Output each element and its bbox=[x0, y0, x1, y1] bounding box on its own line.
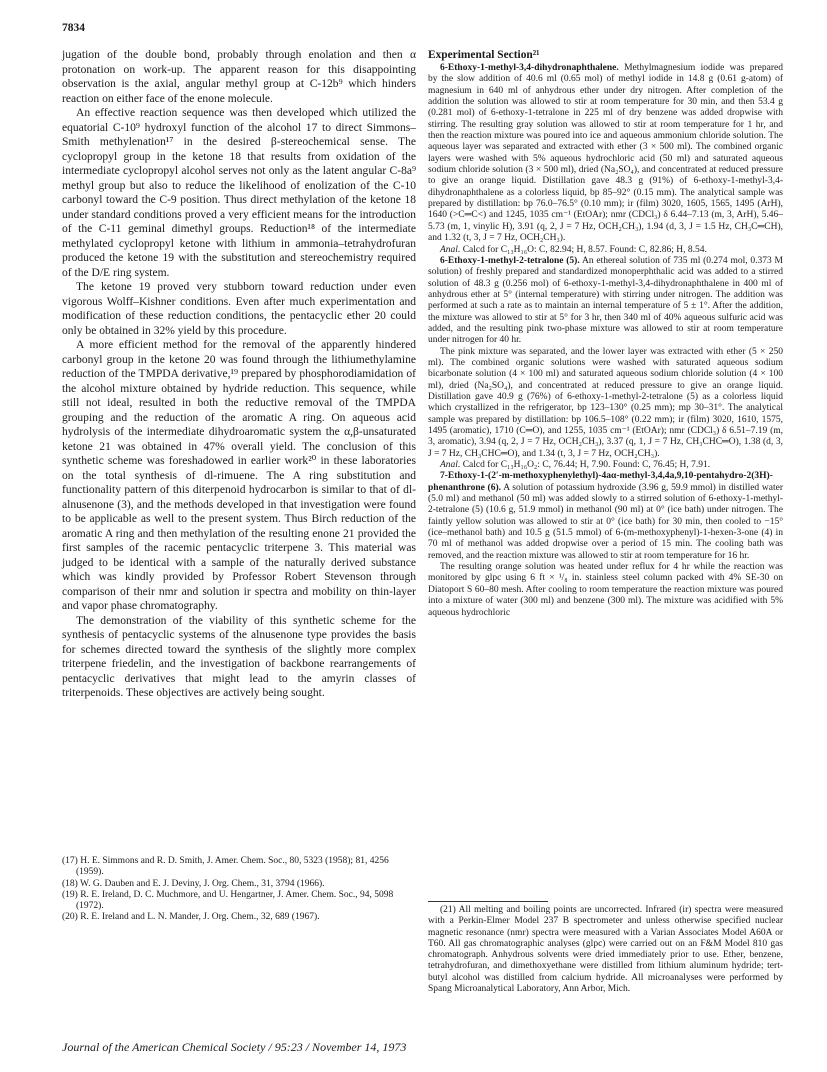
left-column bbox=[62, 48, 416, 701]
analysis-text: Calcd for C₁₃H₁₆O₂: C, 76.44; H, 7.90. Found: C, 76.45; H, 7.91. bbox=[462, 460, 711, 471]
analysis-line bbox=[428, 245, 783, 256]
procedure-paragraph: The resulting orange solution was heated under reflux for 4 hr while the reaction was monitored by glpc using 6 ft × ¹/₈ in. stainless steel column packed with 4% SE-30 on Diatoport S 60–80 mesh. After cooling to room temperature the reaction mixture was poured into a mixture of water (300 ml) and benzene (300 ml). The mixture was acidified with 5% aqueous hydrochloric bbox=[428, 562, 783, 618]
procedure-paragraph: The pink mixture was separated, and the lower layer was extracted with ether (5 × 250 ml). The combined organic solutions were washed with saturated aqueous sodium bicarbonate solution (4 × 100 ml) and saturated aqueous sodium chloride solution (4 × 100 ml), dried (Na₂SO₄), and concentrated at reduced pressure to give an orange liquid. Distillation gave 40.9 g (76%) of 6-ethoxy-1-methyl-2-tetralone (5) as a colorless liquid which crystallized in the refrigerator, bp 123–130° (0.25 mm); mp 30–31°. The analytical sample was prepared by distillation: bp 106.5–108° (0.22 mm); ir (film) 3020, 1610, 1575, 1495 (aromatic), 1710 (C═O), and 1255, 1035 cm⁻¹ (EtOAr); nmr (CDCl₃) δ 6.51–7.19 (m, 3, aromatic), 3.94 (q, 2, J = 7 Hz, OCH₂CH₃), 3.37 (q, 1, J = 7 Hz, CH₃CHC═O), 1.38 (d, 3, J = 7 Hz, CH₃CHC═O), and 1.34 (t, 3, J = 7 Hz, OCH₂CH₃). bbox=[428, 346, 783, 459]
reference-item: (20) R. E. Ireland and L. N. Mander, J. Org. Chem., 32, 689 (1967). bbox=[62, 912, 320, 923]
procedure-text: An ethereal solution of 735 ml (0.274 mol, 0.373 M solution) of freshly prepared and standardized monoperphthalic acid was added to a stirred solution of 48.3 g (0.256 mol) of 6-ethoxy-1-methyl-3,4-dihydronaphthalene in 400 ml of anhydrous ether at 5° (internal temperature) with stirring under nitrogen. The addition was performed at such a rate as to maintain an internal temperature of 5 ± 1°. After the addition, the mixture was allowed to stir at 5° for 3 hr, then 340 ml of 40% aqueous sulfuric acid was added, and the resulting pink two-phase mixture was allowed to stir at room temperature under nitrogen for 40 hr. bbox=[428, 255, 783, 346]
section-heading: Experimental Section²¹ bbox=[428, 49, 540, 61]
body-paragraph: An effective reaction sequence was then developed which utilized the equatorial C-10⁹ hydroxyl function of the alcohol 17 to direct Simmons–Smith methylenation¹⁷ in the desired β-stereochemical sense. The cyclopropyl group in the ketone 18 that results from oxidation of the intermediate cyclopropyl alcohol serves not only as the latent angular C-8a⁹ methyl group but also to reduce the likelihood of enolization of the C-10 carbonyl toward the C-9 position. Thus direct methylation of the ketone 18 under standard conditions proved a very efficient means for the introduction of the C-11 geminal dimethyl groups. Reduction¹⁸ of the intermediate methylated cyclopropyl ketone with lithium in ammonia–tetrahydrofuran produced the ketone 19 with the substitution and stereochemistry required of the D/E ring system. bbox=[62, 107, 416, 279]
procedure-text: A solution of potassium hydroxide (3.96 g, 59.9 mmol) in distilled water (5.0 ml) and methanol (50 ml) was added slowly to a stirred solution of 6-ethoxy-1-methyl-2-tetralone (5) (10.6 g, 51.9 mmol) in methanol (90 ml) at 0° (ice bath) under nitrogen. The faintly yellow solution was allowed to stir at 0° (ice bath) for 30 min, then cooled to −15° (ice–methanol bath) and 10.5 g (51.5 mmol) of 6-(m-methoxyphenyl)-1-hexen-3-one (4) in 70 ml of methanol was added dropwise over a period of 15 min. The cooling bath was removed, and the reaction mixture was allowed to stir at room temperature for 16 hr. bbox=[428, 482, 783, 561]
analysis-label: Anal. bbox=[440, 244, 461, 255]
compound-name: 6-Ethoxy-1-methyl-3,4-dihydronaphthalene. bbox=[440, 63, 619, 73]
body-paragraph: A more efficient method for the removal of the apparently hindered carbonyl group in the ketone 20 was found through the lithiumethylamine reduction of the TMPDA derivative,¹⁹ prepared by phosphorodiamidation of the alcohol mixture obtained by hydride reduction. This sequence, while still not ideal, resulted in both the reductive removal of the TMPDA grouping and the reduction of the aromatic A ring. On aqueous acid hydrolysis of the intermediate dihydroaromatic system the α,β-unsaturated ketone 21 was obtained in 47% overall yield. The conclusion of this synthetic scheme was foreshadowed in earlier work²⁰ in these laboratories on the total synthesis of dl-rimuene. The A ring substitution and functionality pattern of this diterpenoid hydrocarbon is similar to that of dl-alnusenone (3), and the methods developed in that investigation were found to be applicable as well to the present system. Thus Birch reduction of the aromatic A ring and then methylation of the resulting enone 21 provided the first samples of the racemic pentacyclic triterpene 3. This material was judged to be identical with a sample of the naturally derived substance which was kindly provided by Professor Robert Stevenson through comparison of their nmr and solution ir spectra and mobility on thin-layer and vapor phase chromatography. bbox=[62, 339, 416, 612]
reference-item: (17) H. E. Simmons and R. D. Smith, J. Amer. Chem. Soc., 80, 5323 (1958); 81, 4256 (1959). bbox=[62, 856, 389, 878]
procedure-text: Methylmagnesium iodide was prepared by the slow addition of 40.6 ml (0.65 mol) of methyl iodide in 14.8 g (0.61 g-atom) of magnesium in 640 ml of anhydrous ether under dry nitrogen. After completion of the addition the solution was allowed to stir at room temperature for 30 min, and then 53.4 g (0.281 mol) of 6-ethoxy-1-tetralone in 225 ml of dry benzene was added dropwise with stirring. The resulting gray solution was allowed to stir at room temperature for 1 hr, and then the reaction mixture was poured into ice and aqueous ammonium chloride solution. The aqueous layer was separated and extracted with ether (3 × 500 ml). The combined organic layers were washed with 5% aqueous hydrochloric acid (50 ml) and saturated aqueous sodium chloride solution (3 × 500 ml), dried (Na₂SO₄), and concentrated at reduced pressure to give an orange liquid. Distillation gave 48.3 g (91%) of 6-ethoxy-1-methyl-3,4-dihydronaphthalene as a colorless liquid, bp 85–92° (0.15 mm). The analytical sample was prepared by distillation: bp 76.0–76.5° (0.10 mm); ir (film) 3020, 1605, 1565, 1495 (ArH), 1640 (>C═C<) and 1245, 1035 cm⁻¹ (EtOAr); nmr (CDCl₃) δ 6.44–7.13 (m, 3, ArH), 5.46–5.73 (m, 1, vinylic H), 3.91 (q, 2, J = 7 Hz, OCH₂CH₃), 1.94 (d, 3, J = 1.5 Hz, CH₃C═CH), and 1.32 (t, 3, J = 7 Hz, OCH₂CH₃). bbox=[428, 63, 783, 244]
compound-name: 7-Ethoxy-1-(2′-m-methoxyphenylethyl)-4aα-methyl-3,4,4a,9,10-pentahydro-2(3H)-phenanthrone (6). bbox=[428, 471, 773, 493]
analysis-text: Calcd for C₁₃H₁₆O: C, 82.94; H, 8.57. Found: C, 82.86; H, 8.54. bbox=[462, 244, 707, 255]
reference-item: (18) W. G. Dauben and E. J. Deviny, J. Org. Chem., 31, 3794 (1966). bbox=[62, 878, 325, 889]
reference-list bbox=[62, 856, 416, 924]
analysis-label: Anal. bbox=[440, 460, 461, 471]
journal-footer: Journal of the American Chemical Society / 95:23 / November 14, 1973 bbox=[62, 1040, 407, 1054]
procedure-paragraph bbox=[428, 63, 783, 245]
body-paragraph: The demonstration of the viability of this synthetic scheme for the synthesis of pentacyclic systems of the alnusenone type provides the basis for schemes directed toward the synthesis of the slightly more complex triterpene friedelin, and the investigation of backbone rearrangements of pentacyclic derivatives that might lead to the amyrin classes of triterpenoids. These objectives are actively being sought. bbox=[62, 614, 416, 699]
reference-item: (19) R. E. Ireland, D. C. Muchmore, and U. Hengartner, J. Amer. Chem. Soc., 94, 5098 (1972). bbox=[62, 889, 394, 912]
footnote: (21) All melting and boiling points are uncorrected. Infrared (ir) spectra were measured with a Perkin-Elmer Model 237 B spectrometer and unless otherwise specified nuclear magnetic resonance (nmr) spectra were measured with a Varian Associates Model A60A or T60. All gas chromatographic analyses (glpc) were carried out on an F&M Model 810 gas chromatograph. Anhydrous solvents were dried immediately prior to use. Ether, benzene, tetrahydrofuran, and dimethoxyethane were distilled from lithium aluminum hydride; tert-butyl alcohol was distilled from calcium hydride. All microanalyses were performed by Spang Microanalytical Laboratory, Ann Arbor, Mich. bbox=[428, 905, 783, 994]
body-paragraph: The ketone 19 proved very stubborn toward reduction under even vigorous Wolff–Kishner conditions. Even after much experimentation and modification of these reduction conditions, the pentacyclic ether 20 could only be obtained in 32% yield by this procedure. bbox=[62, 281, 416, 337]
page-number: 7834 bbox=[62, 22, 85, 34]
footnote-divider bbox=[428, 901, 548, 902]
body-paragraph: jugation of the double bond, probably through enolation and then α protonation on work-up. The apparent reason for this disappointing observation is the axial, angular methyl group at C-12b⁹ which hinders reaction on either face of the enone molecule. bbox=[62, 49, 416, 105]
procedure-paragraph bbox=[428, 471, 783, 562]
analysis-line bbox=[428, 460, 783, 471]
right-column bbox=[428, 48, 783, 619]
compound-name: 6-Ethoxy-1-methyl-2-tetralone (5). bbox=[440, 255, 580, 266]
procedure-paragraph bbox=[428, 256, 783, 347]
